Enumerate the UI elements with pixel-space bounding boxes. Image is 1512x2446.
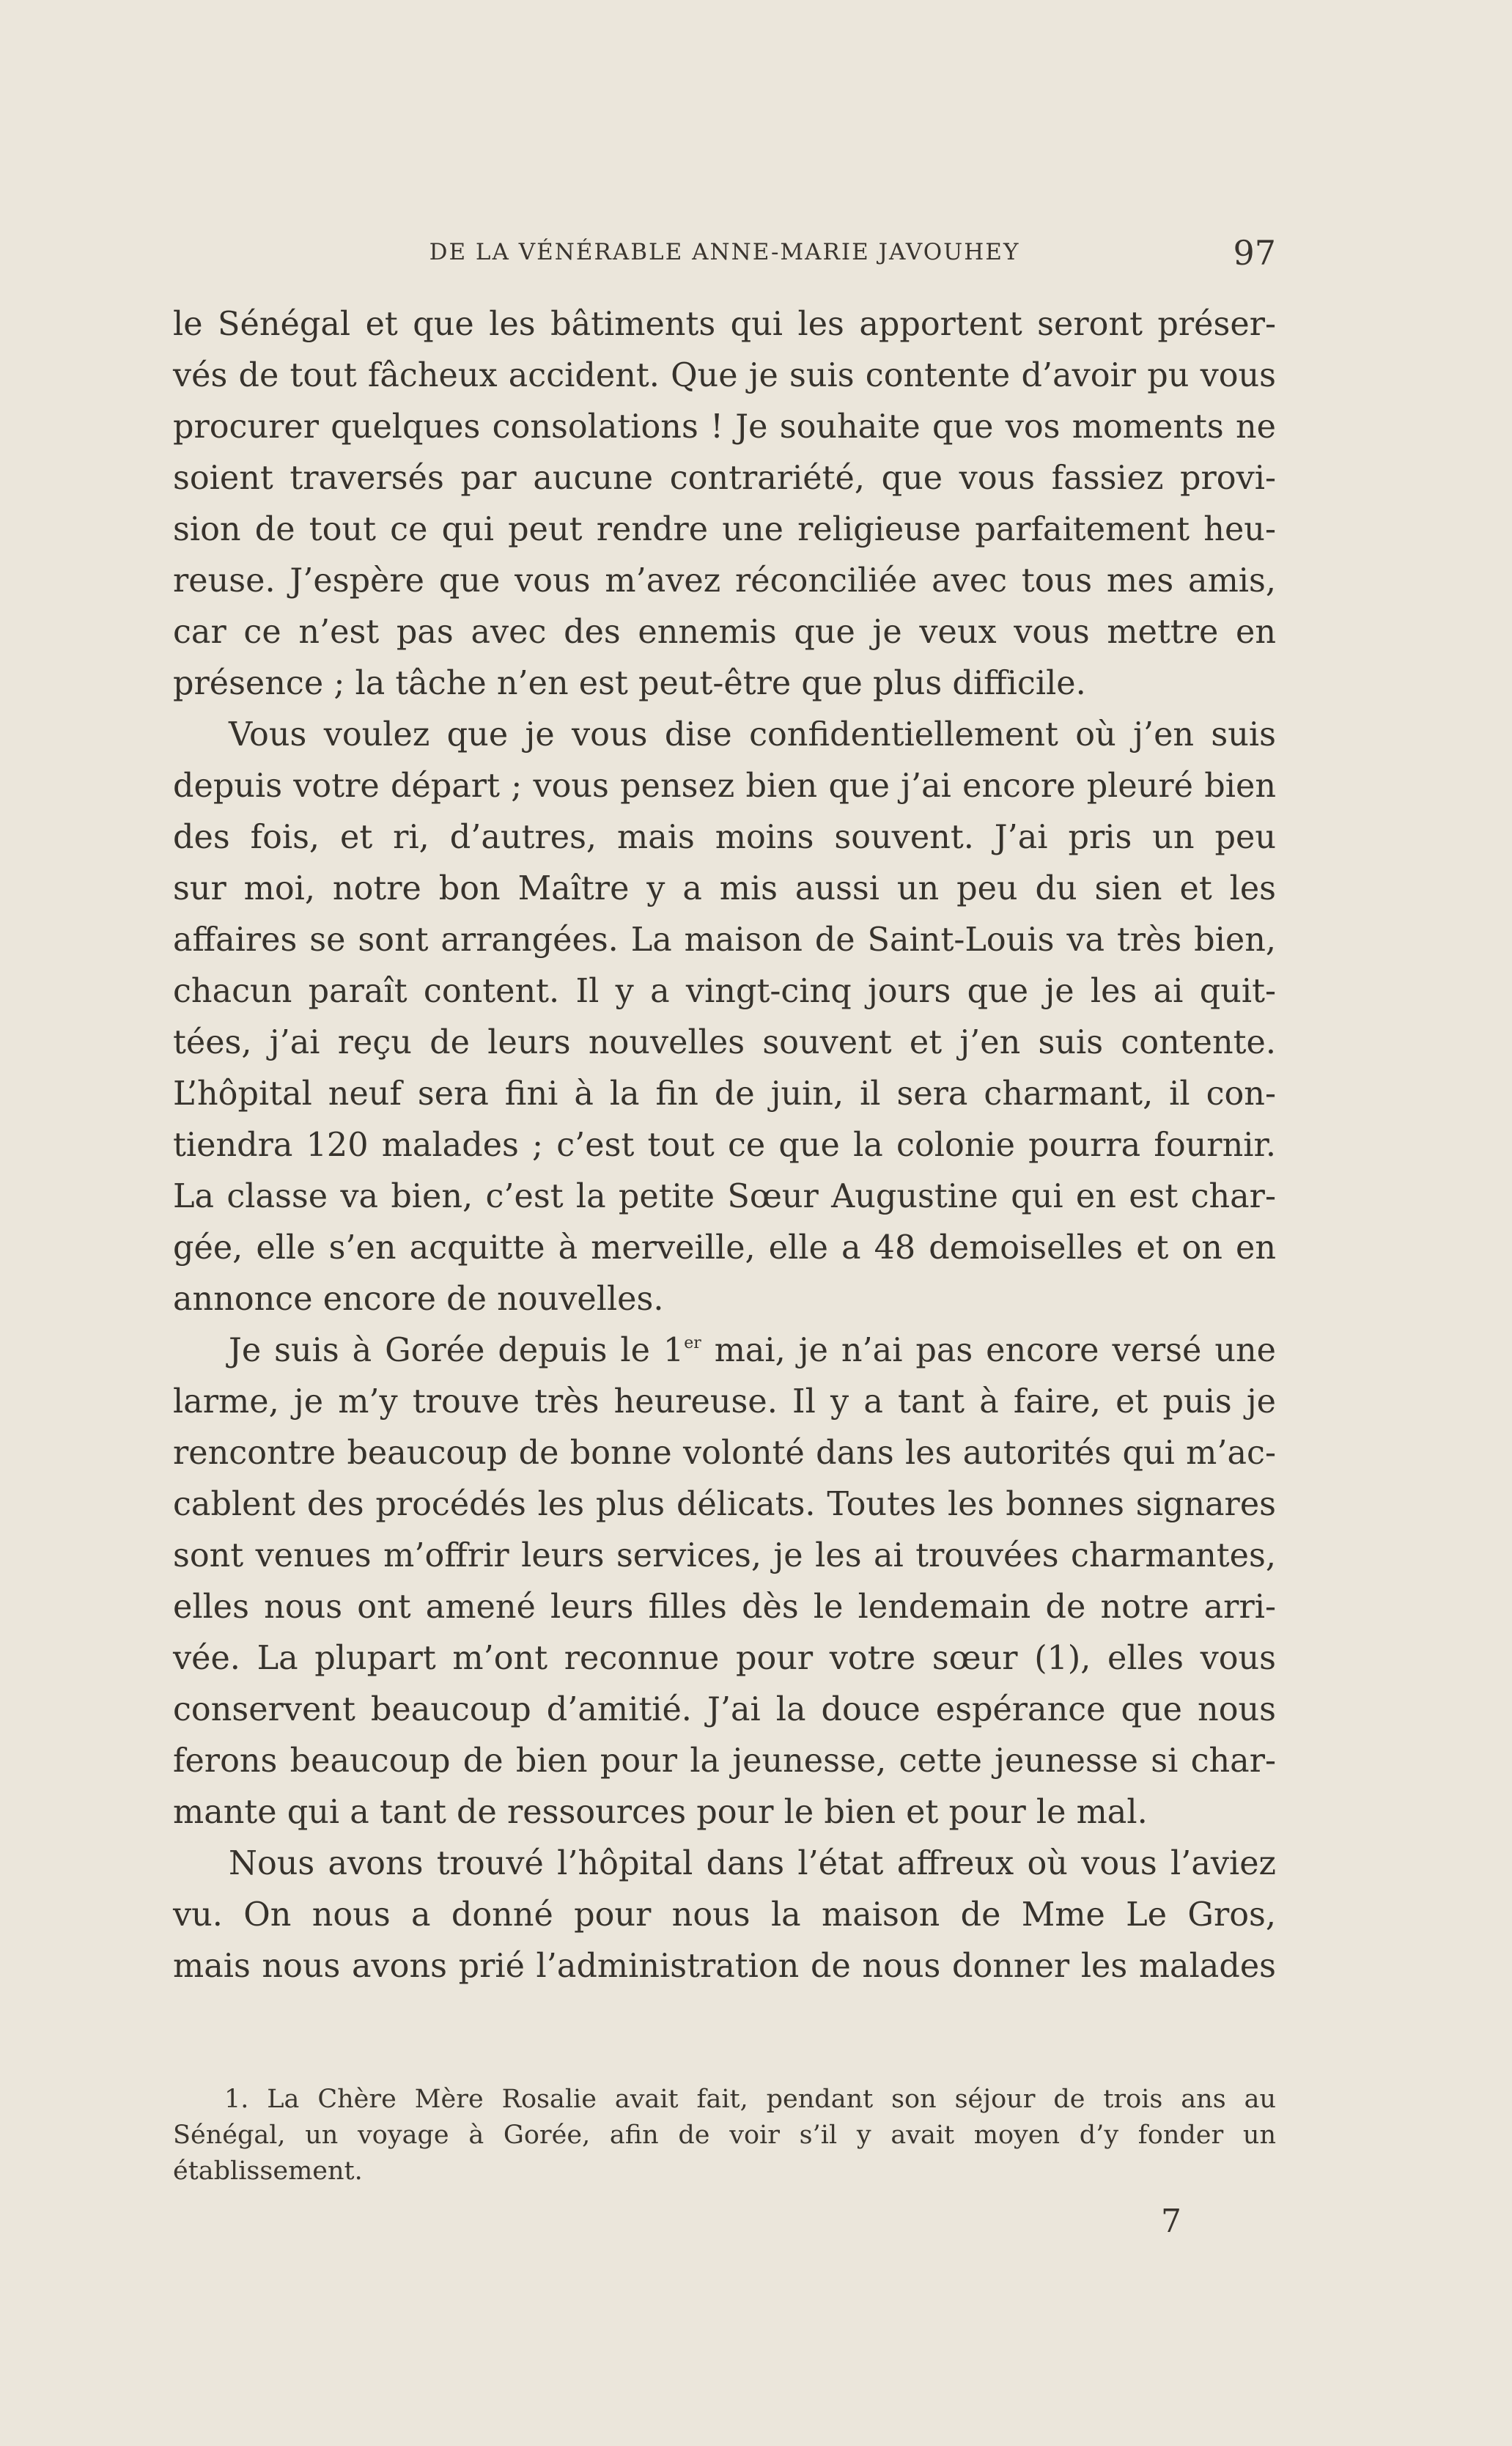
paragraph-start-line: [173, 1325, 1276, 1377]
text-line: affaires se sont arrangées. La maison de Saint-Louis va très bien,: [173, 921, 1276, 959]
text-line: tées, j’ai reçu de leurs nouvelles souvent et j’en suis contente.: [173, 1024, 1276, 1061]
text-line: procurer quelques consolations ! Je souhaite que vos moments ne: [173, 408, 1276, 446]
text-line: elles nous ont amené leurs filles dès le lendemain de notre arri-: [173, 1588, 1276, 1626]
text-line: car ce n’est pas avec des ennemis que je veux vous mettre en: [173, 614, 1276, 651]
text-line: sion de tout ce qui peut rendre une religieuse parfaitement heu-: [173, 511, 1276, 548]
text-line: gée, elle s’en acquitte à merveille, elle a 48 demoiselles et on en: [173, 1229, 1276, 1267]
text-line: chacun paraît content. Il y a vingt-cinq jours que je les ai quit-: [173, 973, 1276, 1010]
line-text: mai, je n’ai pas encore versé une: [701, 1332, 1276, 1369]
text-line: tiendra 120 malades ; c’est tout ce que la colonie pourra fournir.: [173, 1127, 1276, 1164]
text-line: présence ; la tâche n’en est peut-être que plus difficile.: [173, 665, 1086, 702]
text-line: cablent des procédés les plus délicats. Toutes les bonnes signares: [173, 1486, 1276, 1523]
text-line: ferons beaucoup de bien pour la jeunesse, cette jeunesse si char-: [173, 1742, 1276, 1780]
text-line: L’hôpital neuf sera fini à la fin de juin, il sera charmant, il con-: [173, 1075, 1276, 1113]
paragraph-start-line: Nous avons trouvé l’hôpital dans l’état affreux où vous l’aviez: [229, 1845, 1276, 1882]
text-line: annonce encore de nouvelles.: [173, 1281, 664, 1318]
footnote-line: 1. La Chère Mère Rosalie avait fait, pendant son séjour de trois ans au: [224, 2085, 1276, 2114]
text-line: mais nous avons prié l’administration de nous donner les malades: [173, 1948, 1276, 1985]
running-head: DE LA VÉNÉRABLE ANNE-MARIE JAVOUHEY: [429, 239, 1020, 265]
text-line: soient traversés par aucune contrariété, que vous fassiez provi-: [173, 460, 1276, 497]
footnote-line: Sénégal, un voyage à Gorée, afin de voir s’il y avait moyen d’y fonder un: [173, 2121, 1276, 2150]
text-line: le Sénégal et que les bâtiments qui les apportent seront préser-: [173, 306, 1276, 343]
line-text: Je suis à Gorée depuis le 1: [229, 1332, 685, 1369]
signature-mark: 7: [1161, 2203, 1181, 2240]
paragraph-start-line: Vous voulez que je vous dise confidentiellement où j’en suis: [229, 716, 1276, 754]
page-number: 97: [1233, 233, 1276, 273]
page-header: [173, 233, 1276, 277]
text-line: mante qui a tant de ressources pour le bien et pour le mal.: [173, 1794, 1148, 1831]
text-line: depuis votre départ ; vous pensez bien que j’ai encore pleuré bien: [173, 767, 1276, 805]
text-line: vés de tout fâcheux accident. Que je suis contente d’avoir pu vous: [173, 357, 1276, 394]
text-line: reuse. J’espère que vous m’avez réconciliée avec tous mes amis,: [173, 562, 1276, 600]
body-text: [173, 299, 1276, 1992]
text-line: sont venues m’offrir leurs services, je les ai trouvées charmantes,: [173, 1537, 1276, 1574]
text-line: vu. On nous a donné pour nous la maison de Mme Le Gros,: [173, 1896, 1276, 1934]
text-line: des fois, et ri, d’autres, mais moins souvent. J’ai pris un peu: [173, 819, 1276, 856]
text-line: sur moi, notre bon Maître y a mis aussi un peu du sien et les: [173, 870, 1276, 907]
ordinal-superscript: er: [684, 1334, 701, 1352]
text-line: rencontre beaucoup de bonne volonté dans les autorités qui m’ac-: [173, 1434, 1276, 1472]
text-line: larme, je m’y trouve très heureuse. Il y a tant à faire, et puis je: [173, 1383, 1276, 1421]
footnote-line: établissement.: [173, 2156, 363, 2186]
footnote: [173, 2082, 1276, 2189]
text-line: La classe va bien, c’est la petite Sœur Augustine qui en est char-: [173, 1178, 1276, 1215]
text-line: vée. La plupart m’ont reconnue pour votre sœur (1), elles vous: [173, 1640, 1276, 1677]
text-line: conservent beaucoup d’amitié. J’ai la douce espérance que nous: [173, 1691, 1276, 1728]
